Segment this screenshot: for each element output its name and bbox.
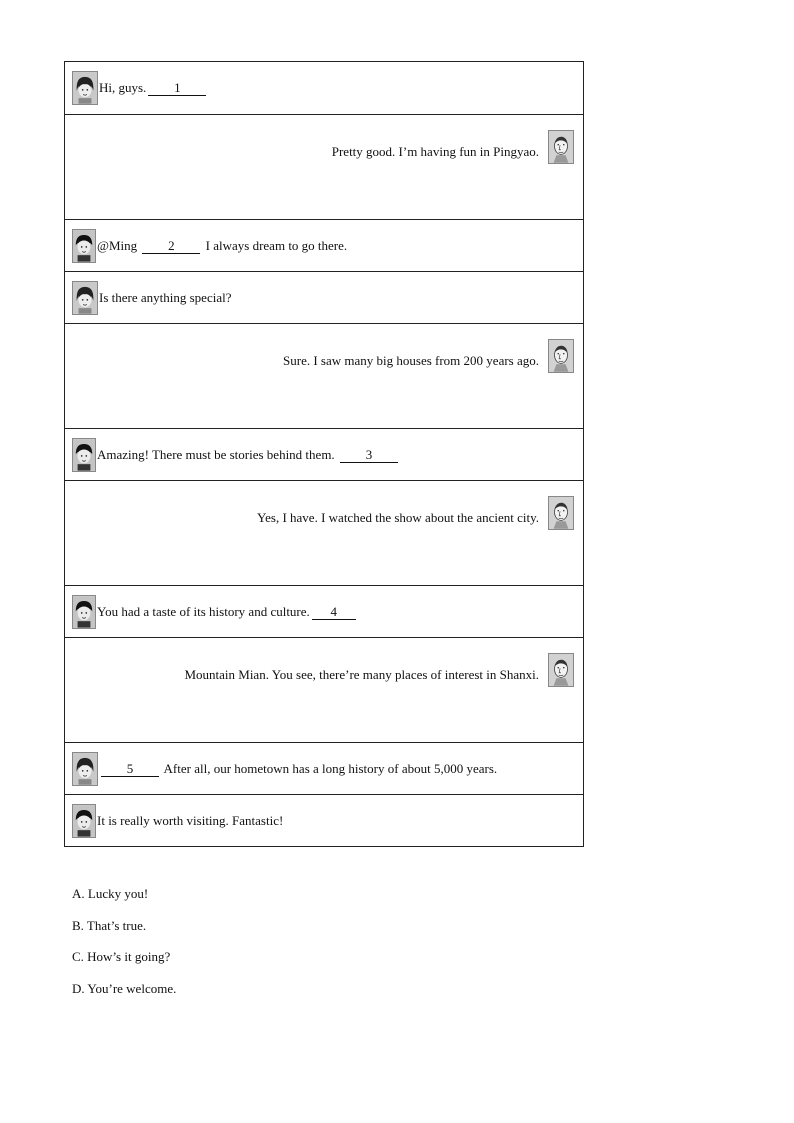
girl-avatar-icon — [72, 281, 98, 315]
dialogue-row — [65, 742, 583, 794]
option-c[interactable]: C. How’s it going? — [72, 949, 171, 964]
man-avatar-icon — [548, 653, 574, 687]
option-d[interactable]: D. You’re welcome. — [72, 980, 177, 996]
dialogue-table — [64, 61, 584, 847]
dialogue-row — [65, 219, 583, 271]
dialogue-row — [65, 62, 583, 114]
dialogue-row — [65, 794, 583, 846]
answer-blank-4[interactable]: 4 — [312, 605, 356, 620]
dialogue-text: Pretty good. I’m having fun in Pingyao. — [331, 144, 539, 159]
dialogue-text: Sure. I saw many big houses from 200 years ago. — [283, 353, 539, 368]
boy-avatar-icon — [72, 229, 96, 263]
option-b[interactable]: B. That’s true. — [72, 917, 147, 933]
dialogue-text: Hi, guys. 1 — [99, 80, 208, 96]
answer-options — [72, 886, 176, 1012]
boy-avatar-icon — [72, 438, 96, 472]
dialogue-row — [65, 323, 583, 428]
dialogue-text: You had a taste of its history and culture. 4 — [97, 604, 358, 620]
man-avatar-icon — [548, 339, 574, 373]
man-avatar-icon — [548, 130, 574, 164]
option-a[interactable]: A. Lucky you! — [72, 886, 149, 901]
answer-blank-2[interactable]: 2 — [142, 239, 200, 254]
answer-blank-1[interactable]: 1 — [148, 81, 206, 96]
dialogue-row — [65, 480, 583, 585]
dialogue-text: @Ming 2 I always dream to go there. — [97, 238, 348, 253]
boy-avatar-icon — [72, 595, 96, 629]
dialogue-text: It is really worth visiting. Fantastic! — [97, 813, 284, 828]
answer-blank-5[interactable]: 5 — [101, 762, 159, 777]
man-avatar-icon — [548, 496, 574, 530]
dialogue-row — [65, 271, 583, 323]
girl-avatar-icon — [72, 752, 98, 786]
dialogue-row — [65, 637, 583, 742]
dialogue-text: Yes, I have. I watched the show about the ancient city. — [257, 510, 539, 525]
dialogue-row — [65, 428, 583, 480]
girl-avatar-icon — [72, 71, 98, 105]
answer-blank-3[interactable]: 3 — [340, 448, 398, 463]
boy-avatar-icon — [72, 804, 96, 838]
dialogue-text: Amazing! There must be stories behind them. 3 — [97, 447, 400, 463]
dialogue-text: Mountain Mian. You see, there’re many places of interest in Shanxi. — [184, 667, 539, 682]
dialogue-row — [65, 585, 583, 637]
dialogue-text: Is there anything special? — [99, 290, 232, 305]
dialogue-row — [65, 114, 583, 219]
dialogue-text: 5 After all, our hometown has a long history of about 5,000 years. — [99, 761, 497, 777]
